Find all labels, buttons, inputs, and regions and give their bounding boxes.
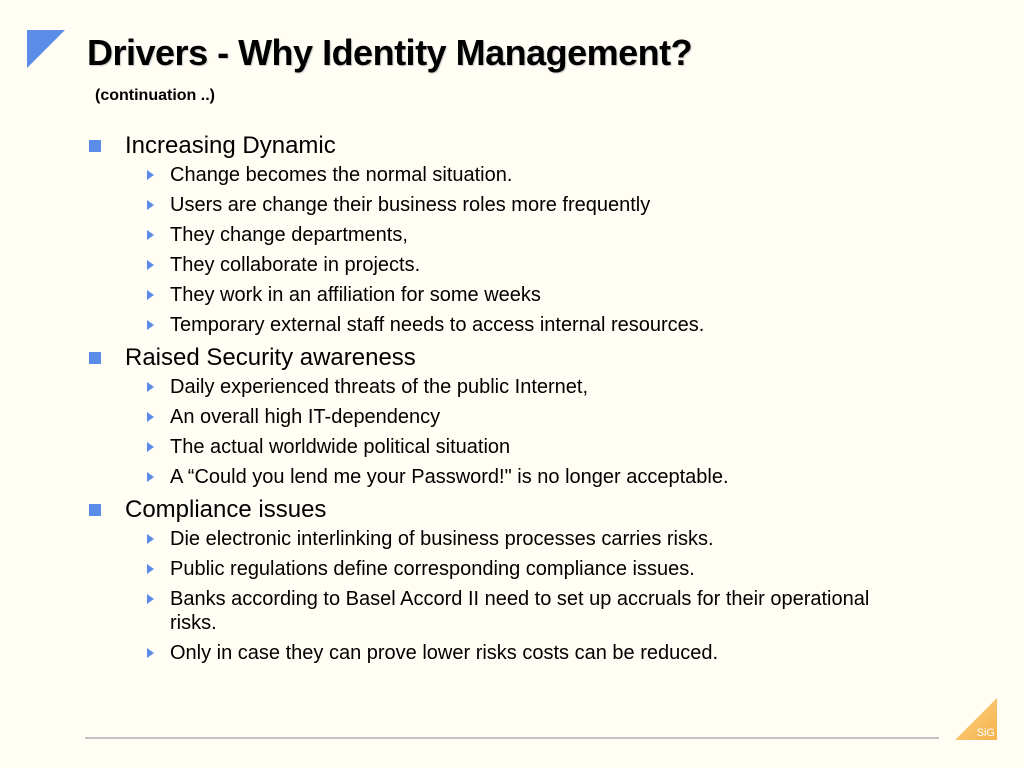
footer-divider [85,737,939,739]
square-bullet-icon [89,504,101,516]
slide-content [88,131,908,671]
list-item-text: Die electronic interlinking of business processes carries risks. [170,528,714,550]
list-item-text: Temporary external staff needs to access internal resources. [170,314,705,336]
section-heading-text: Increasing Dynamic [125,132,336,159]
triangle-arrow-icon [146,257,156,273]
square-bullet-icon [89,140,101,152]
list-item-text: Daily experienced threats of the public Internet, [170,376,589,398]
corner-triangle-icon [27,30,65,68]
list-item-text: They change departments, [170,224,408,246]
list-item-text: An overall high IT-dependency [170,406,441,428]
list-item-text: Banks according to Basel Accord II need to set up accruals for their operational risks. [170,588,870,634]
triangle-arrow-icon [146,591,156,607]
list-item-text: Only in case they can prove lower risks costs can be reduced. [170,642,719,664]
list-item-text: They collaborate in projects. [170,254,421,276]
section-heading [88,343,908,373]
triangle-arrow-icon [146,167,156,183]
list-item [88,405,908,429]
list-item-text: They work in an affiliation for some weeks [170,284,541,306]
list-item [88,313,908,337]
sig-logo [955,698,997,740]
triangle-arrow-icon [146,227,156,243]
section-heading-text: Compliance issues [125,496,327,523]
section-heading [88,495,908,525]
triangle-arrow-icon [146,469,156,485]
logo-text: SiG [976,727,995,739]
list-item [88,223,908,247]
section-items [88,375,908,489]
list-item [88,557,908,581]
triangle-arrow-icon [146,561,156,577]
triangle-arrow-icon [146,531,156,547]
list-item-text: Users are change their business roles more frequently [170,194,651,216]
section-heading-text: Raised Security awareness [125,344,416,371]
list-item-text: Change becomes the normal situation. [170,164,513,186]
list-item [88,283,908,307]
triangle-arrow-icon [146,439,156,455]
slide-subtitle: (continuation ..) [95,87,215,104]
square-bullet-icon [89,352,101,364]
list-item [88,465,908,489]
list-item-text: The actual worldwide political situation [170,436,511,458]
list-item [88,587,908,635]
section-items [88,163,908,337]
triangle-arrow-icon [146,379,156,395]
list-item-text: A “Could you lend me your Password!" is no longer acceptable. [170,466,729,488]
section-heading [88,131,908,161]
section-security-awareness [88,343,908,489]
list-item [88,527,908,551]
list-item-text: Public regulations define corresponding compliance issues. [170,558,695,580]
section-compliance-issues [88,495,908,665]
list-item [88,375,908,399]
slide-title: Drivers - Why Identity Management? [87,32,693,73]
list-item [88,641,908,665]
list-item [88,163,908,187]
list-item [88,435,908,459]
list-item [88,193,908,217]
triangle-arrow-icon [146,317,156,333]
section-items [88,527,908,665]
triangle-arrow-icon [146,287,156,303]
section-increasing-dynamic [88,131,908,337]
triangle-arrow-icon [146,197,156,213]
triangle-arrow-icon [146,645,156,661]
list-item [88,253,908,277]
triangle-arrow-icon [146,409,156,425]
